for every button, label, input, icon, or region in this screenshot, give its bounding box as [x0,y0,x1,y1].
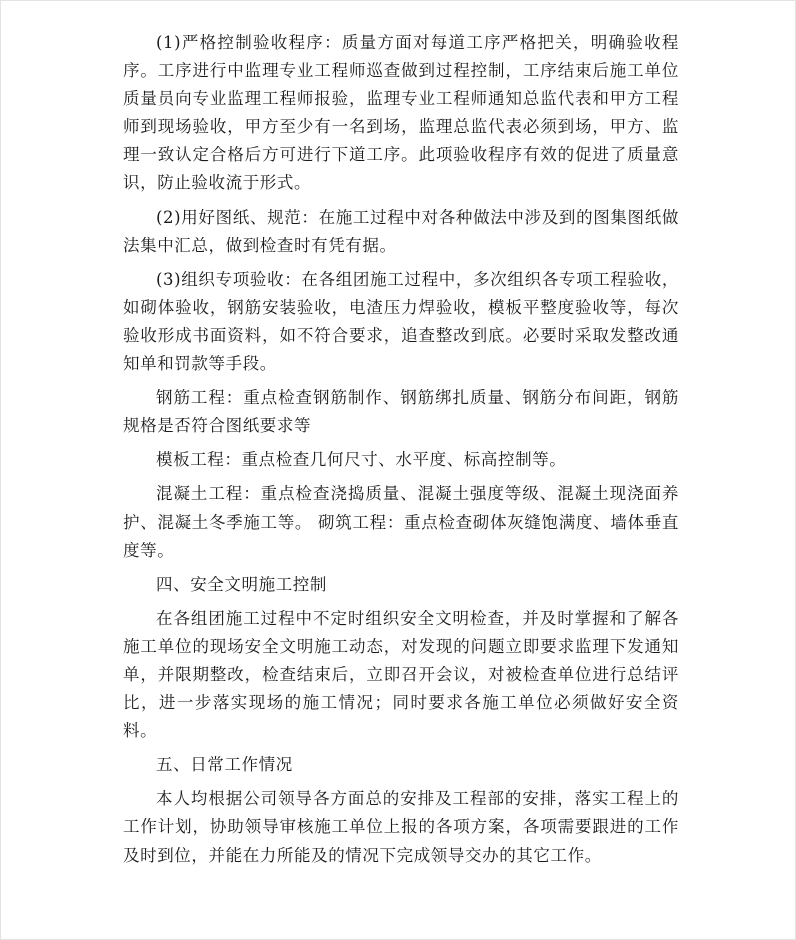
section-heading-daily-work: 五、日常工作情况 [156,755,293,775]
paragraph-formwork: 模板工程：重点检查几何尺寸、水平度、标高控制等。 [156,450,567,470]
document-body [123,29,679,876]
paragraph-safety-control: 在各组团施工过程中不定时组织安全文明检查，并及时掌握和了解各施工单位的现场安全文明施工动态，对发现的问题立即要求监理下发通知单，并限期整改，检查结束后，立即召开会议，对被检查单位进行总结评比，进一步落实现场的施工情况；同时要求各施工单位必须做好安全资料。 [123,608,679,741]
paragraph-concrete-masonry: 混凝土工程：重点检查浇捣质量、混凝土强度等级、混凝土现浇面养护、混凝土冬季施工等。 砌筑工程：重点检查砌体灰缝饱满度、墙体垂直度等。 [123,484,679,560]
section-heading-safety: 四、安全文明施工控制 [156,574,327,594]
paragraph-acceptance-procedure: (1)严格控制验收程序：质量方面对每道工序严格把关，明确验收程序。工序进行中监理专业工程师巡查做到过程控制，工序结束后施工单位质量员向专业监理工程师报验，监理专业工程师通知总监代表和甲方工程师到现场验收，甲方至少有一名到场，监理总监代表必须到场，甲方、监理一致认定合格后方可进行下道工序。此项验收程序有效的促进了质量意识，防止验收流于形式。 [123,33,679,193]
paragraph-drawings-specs: (2)用好图纸、规范：在施工过程中对各种做法中涉及到的图集图纸做法集中汇总，做到检查时有凭有据。 [123,207,679,255]
paragraph-daily-work: 本人均根据公司领导各方面总的安排及工程部的安排，落实工程上的工作计划，协助领导审核施工单位上报的各项方案，各项需要跟进的工作及时到位，并能在力所能及的情况下完成领导交办的其它工作。 [123,789,679,865]
paragraph-rebar-work: 钢筋工程：重点检查钢筋制作、钢筋绑扎质量、钢筋分布间距，钢筋规格是否符合图纸要求等 [123,388,679,436]
paragraph-special-acceptance: (3)组织专项验收：在各组团施工过程中，多次组织各专项工程验收，如砌体验收，钢筋安装验收，电渣压力焊验收，模板平整度验收等，每次验收形成书面资料，如不符合要求，追查整改到底。必要时采取发整改通知单和罚款等手段。 [123,269,679,374]
